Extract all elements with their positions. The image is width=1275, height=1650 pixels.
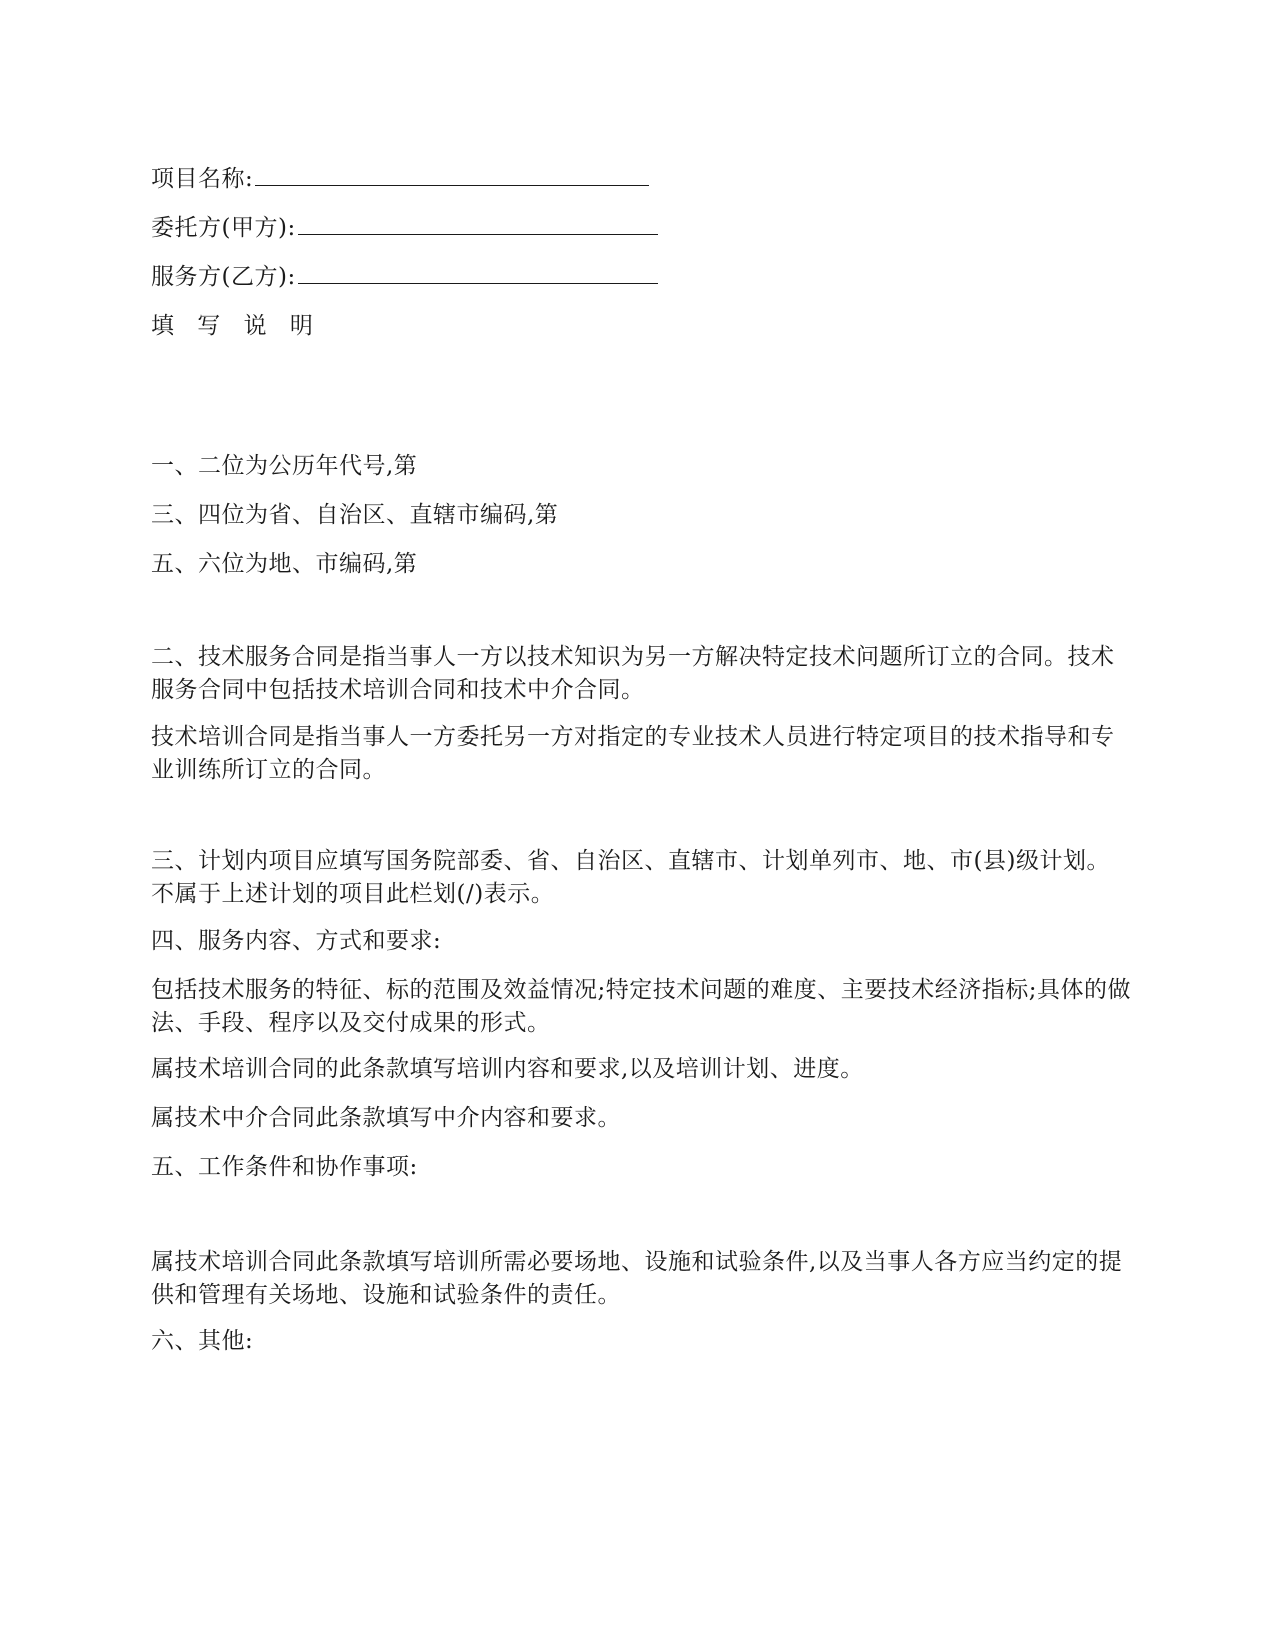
paragraph-13: 六、其他: [151,1328,254,1354]
project-name-label: 项目名称: [151,166,254,192]
instructions-heading: 填 写 说 明 [151,313,321,339]
paragraph-1: 一、二位为公历年代号,第 [151,453,418,479]
paragraph-10: 属技术中介合同此条款填写中介内容和要求。 [151,1105,621,1131]
paragraph-8: 包括技术服务的特征、标的范围及效益情况;特定技术问题的难度、主要技术经济指标;具体的做法、手段、程序以及交付成果的形式。 [151,977,1131,1036]
paragraph-5: 技术培训合同是指当事人一方委托另一方对指定的专业技术人员进行特定项目的技术指导和专业训练所订立的合同。 [151,724,1115,783]
paragraph-7: 四、服务内容、方式和要求: [151,928,442,954]
client-party-blank[interactable] [298,212,658,235]
paragraph-9: 属技术培训合同的此条款填写培训内容和要求,以及培训计划、进度。 [151,1056,864,1082]
service-party-blank[interactable] [298,261,658,284]
paragraph-4: 二、技术服务合同是指当事人一方以技术知识为另一方解决特定技术问题所订立的合同。技术服务合同中包括技术培训合同和技术中介合同。 [151,644,1115,703]
project-name-row [151,163,1131,196]
client-party-label: 委托方(甲方): [151,215,296,241]
paragraph-2: 三、四位为省、自治区、直辖市编码,第 [151,502,559,528]
paragraph-3: 五、六位为地、市编码,第 [151,551,418,577]
client-party-row [151,212,1131,245]
paragraph-6: 三、计划内项目应填写国务院部委、省、自治区、直辖市、计划单列市、地、市(县)级计划。不属于上述计划的项目此栏划(/)表示。 [151,848,1110,907]
paragraph-12: 属技术培训合同此条款填写培训所需必要场地、设施和试验条件,以及当事人各方应当约定的提供和管理有关场地、设施和试验条件的责任。 [151,1249,1123,1308]
service-party-row [151,261,1131,294]
service-party-label: 服务方(乙方): [151,264,296,290]
project-name-blank[interactable] [255,163,649,186]
paragraph-11: 五、工作条件和协作事项: [151,1154,418,1180]
